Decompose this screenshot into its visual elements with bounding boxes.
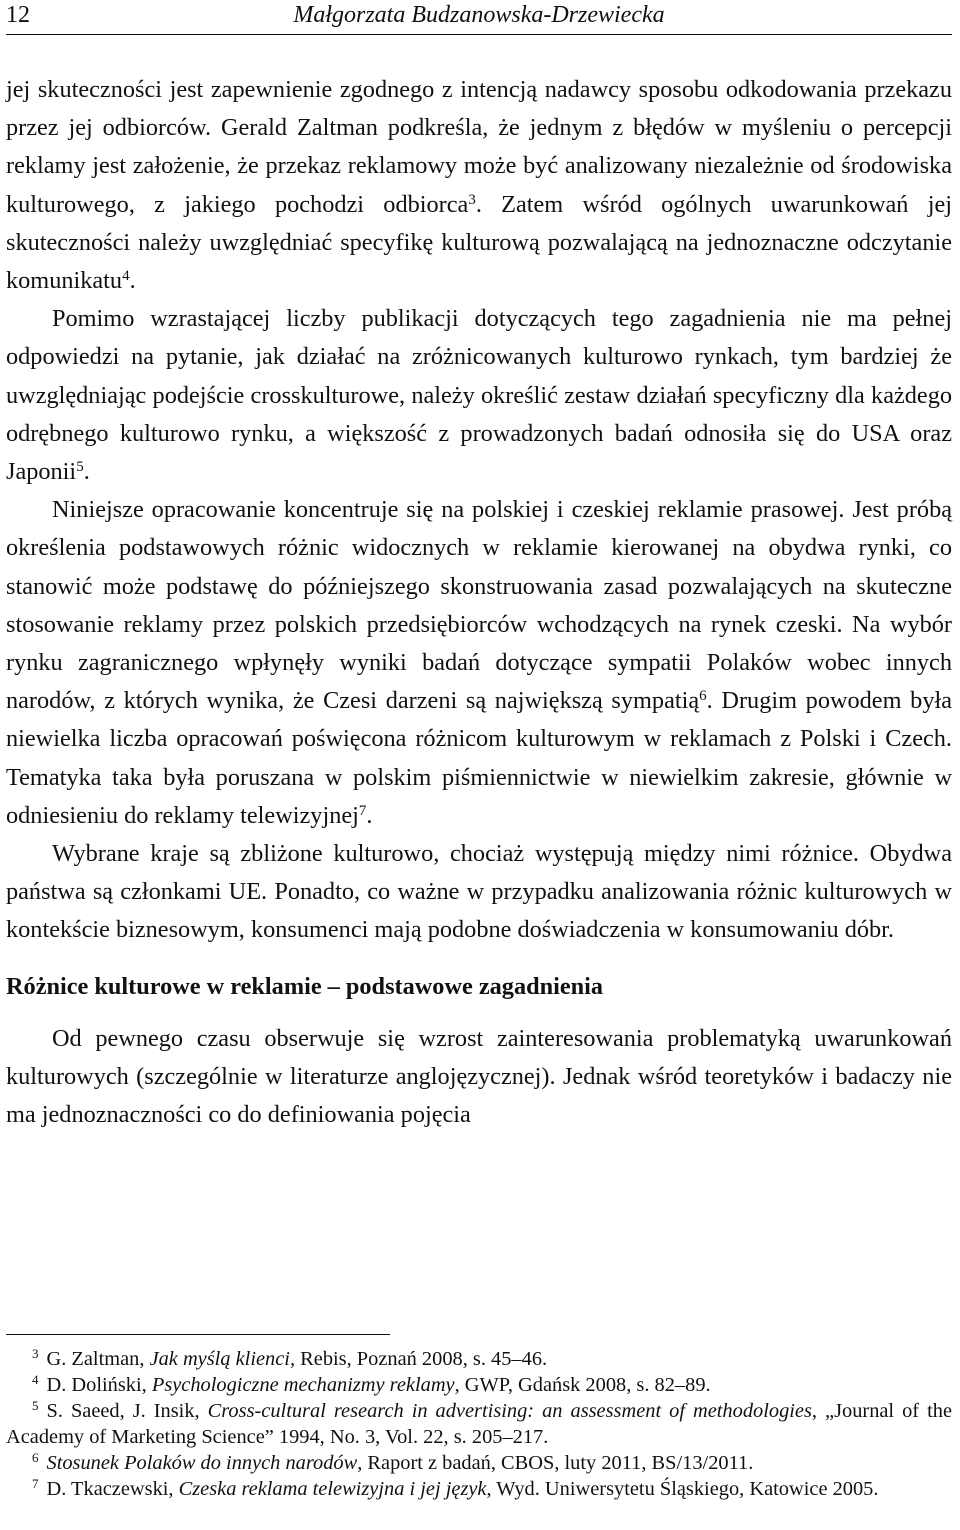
footnote-title: Psychologiczne mechanizmy reklamy	[151, 1374, 455, 1396]
footnote	[6, 1398, 952, 1450]
footnote-title: Czeska reklama telewizyjna i jej język	[178, 1478, 487, 1500]
paragraph-text: .	[83, 458, 90, 486]
page-header	[6, 0, 952, 35]
footnote	[6, 1450, 952, 1476]
footnote-title: Cross-cultural research in advertising: an assessment of methodologies	[207, 1400, 812, 1422]
footnotes	[6, 1346, 952, 1502]
footnote-details: , GWP, Gdańsk 2008, s. 82–89.	[454, 1374, 711, 1396]
paragraph-text: . Zatem wśród ogólnych uwarunkowań jej skuteczności należy uwzględniać specyfikę kulturową pozwalającą na jednoznaczne odczytanie komunikatu	[6, 190, 952, 295]
section-heading: Różnice kulturowe w reklamie – podstawowe zagadnienia	[6, 972, 604, 1000]
footnote-details: , „Journal of the Academy of Marketing Science” 1994, No. 3, Vol. 22, s. 205–217.	[6, 1400, 953, 1448]
footnote-author: G. Zaltman,	[46, 1348, 150, 1370]
paragraph-text: Pomimo wzrastającej liczby publikacji dotyczących tego zagadnienia nie ma pełnej odpowiedzi na pytanie, jak działać na zróżnicowanych kulturowo rynkach, tym bardziej że uwzględniając podejście crosskulturowe, należy określić zestaw działań specyficzny dla każdego odrębnego kulturowo rynku, a większość z prowadzonych badań odnosiła się do USA oraz Japonii	[6, 305, 952, 486]
footnote-author: S. Saeed, J. Insik,	[46, 1400, 208, 1422]
footnote-ref: 4	[122, 267, 130, 284]
footnote-number: 3	[32, 1345, 39, 1361]
footnote-ref: 3	[468, 191, 476, 208]
paragraph	[6, 491, 952, 835]
page-number: 12	[6, 2, 30, 28]
body-text	[6, 71, 952, 1134]
footnote-title: Stosunek Polaków do innych narodów	[46, 1452, 358, 1474]
footnote-author: D. Doliński,	[46, 1374, 152, 1396]
paragraph: Od pewnego czasu obserwuje się wzrost zainteresowania problematyką uwarunkowań kulturowych (szczególnie w literaturze anglojęzycznej). Jednak wśród teoretyków i badaczy nie ma jednoznaczności co do definiowania pojęcia	[6, 1024, 952, 1129]
footnote	[6, 1346, 952, 1372]
paragraph	[6, 300, 952, 491]
footnote-number: 5	[32, 1397, 39, 1413]
paragraph-text: Niniejsze opracowanie koncentruje się na polskiej i czeskiej reklamie prasowej. Jest próbą określenia podstawowych różnic widocznych w reklamie kierowanej na obydwa rynki, co stanowić może podstawę do późniejszego skonstruowania zasad pozwalających na skuteczne stosowanie reklamy przez polskich przedsiębiorców wchodzących na rynek czeski. Na wybór rynku zagranicznego wpłynęły wyniki badań dotyczące sympatii Polaków wobec innych narodów, z których wynika, że Czesi darzeni są największą sympatią	[6, 496, 952, 715]
footnote-title: Jak myślą klienci	[149, 1348, 290, 1370]
footnote-number: 6	[32, 1449, 39, 1465]
footnote-author: D. Tkaczewski,	[46, 1478, 179, 1500]
footnote-ref: 7	[358, 802, 367, 819]
running-title: Małgorzata Budzanowska-Drzewiecka	[293, 2, 665, 28]
footnote-ref: 6	[699, 688, 707, 704]
footnote-divider	[6, 1334, 390, 1335]
footnote	[6, 1476, 952, 1502]
paragraph	[6, 71, 952, 300]
paragraph-text: jej skuteczności jest zapewnienie zgodnego z intencją nadawcy sposobu odkodowania przekazu przez jej odbiorców. Gerald Zaltman podkreśla, że jednym z błędów w myśleniu o percepcji reklamy jest założenie, że przekaz reklamowy może być analizowany niezależnie od środowiska kulturowego, z jakiego pochodzi odbiorca	[6, 76, 952, 218]
footnote-ref: 5	[76, 458, 84, 475]
footnote-details: , Rebis, Poznań 2008, s. 45–46.	[289, 1348, 548, 1370]
paragraph-text: .	[366, 801, 373, 829]
footnote-number: 7	[32, 1475, 39, 1491]
paragraph: Wybrane kraje są zbliżone kulturowo, chociaż występują między nimi różnice. Obydwa państwa są członkami UE. Ponadto, co ważne w przypadku analizowania różnic kulturowych w kontekście biznesowym, konsumenci mają podobne doświadczenia w konsumowaniu dóbr.	[6, 840, 952, 944]
footnote-details: , Raport z badań, CBOS, luty 2011, BS/13/2011.	[357, 1452, 754, 1474]
footnote-number: 4	[32, 1371, 39, 1387]
footnote	[6, 1372, 952, 1398]
paragraph-text: . Drugim powodem była niewielka liczba opracowań poświęcona różnicom kulturowym w reklamach z Polski i Czech. Tematyka taka była poruszana w polskim piśmiennictwie w niewielkim zakresie, głównie w odniesieniu do reklamy telewizyjnej	[6, 687, 953, 829]
footnote-details: , Wyd. Uniwersytetu Śląskiego, Katowice 2005.	[486, 1478, 879, 1500]
paragraph-text: .	[129, 267, 136, 295]
